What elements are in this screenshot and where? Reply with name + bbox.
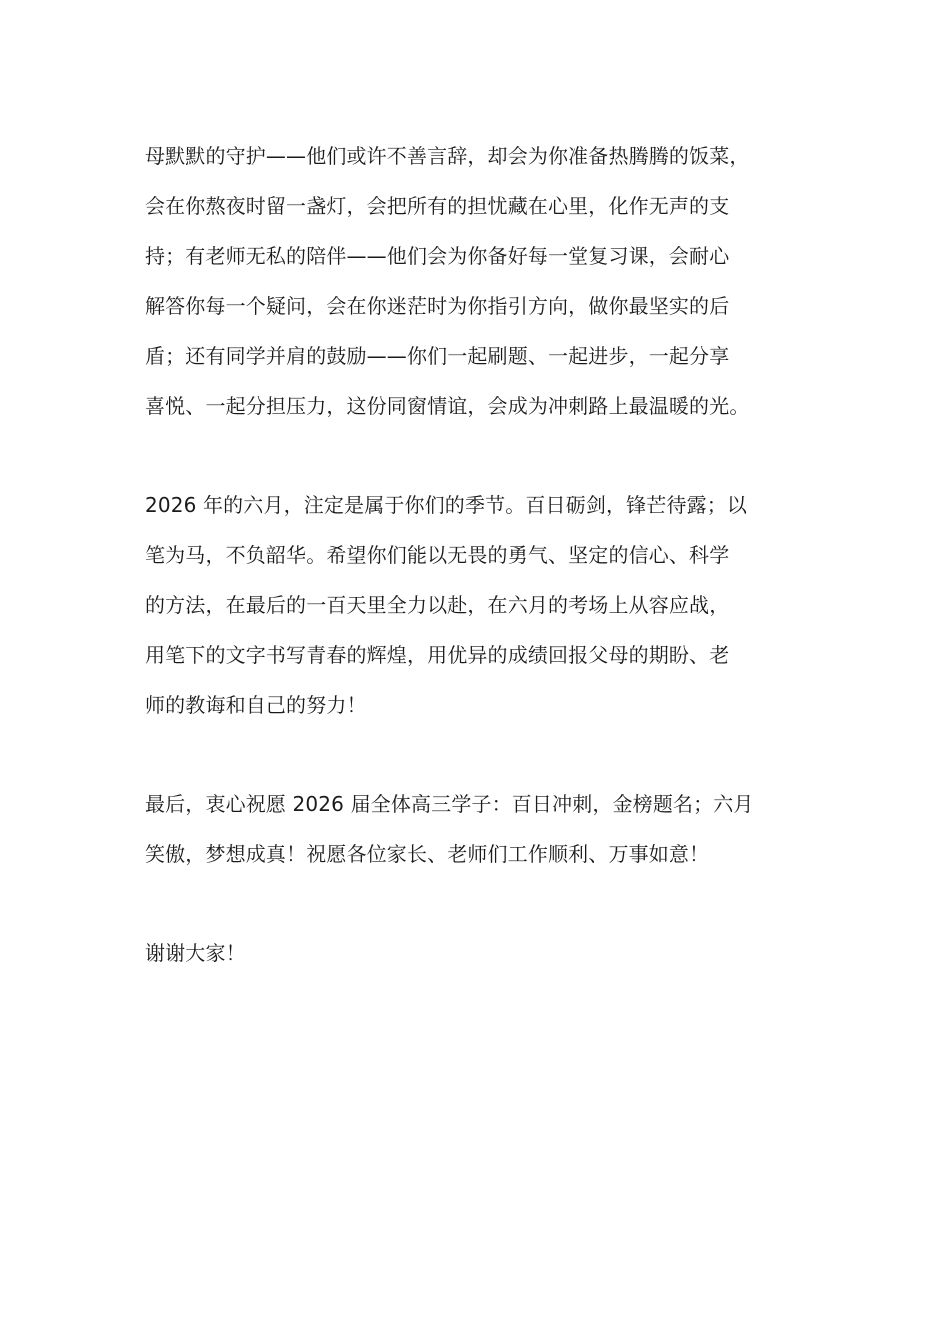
text-line: 笑傲，梦想成真！祝愿各位家长、老师们工作顺利、万事如意！ xyxy=(145,842,710,866)
paragraph-spacer xyxy=(145,879,810,928)
paragraph-spacer xyxy=(145,431,810,480)
text-line: 的方法，在最后的一百天里全力以赴，在六月的考场上从容应战， xyxy=(145,593,730,617)
text-line: 盾；还有同学并肩的鼓励——你们一起刷题、一起进步，一起分享 xyxy=(145,344,730,368)
text-line: 师的教诲和自己的努力！ xyxy=(145,693,367,717)
paragraph-support xyxy=(145,131,810,431)
text-line: 用笔下的文字书写青春的辉煌，用优异的成绩回报父母的期盼、老 xyxy=(145,643,730,667)
text-line: 笔为马，不负韶华。希望你们能以无畏的勇气、坚定的信心、科学 xyxy=(145,543,730,567)
text-line: 会在你熬夜时留一盏灯，会把所有的担忧藏在心里，化作无声的支 xyxy=(145,194,730,218)
paragraph-closing xyxy=(145,928,810,978)
document-body xyxy=(145,131,810,978)
paragraph-wishes xyxy=(145,779,810,879)
text-line: 母默默的守护——他们或许不善言辞，却会为你准备热腾腾的饭菜， xyxy=(145,144,750,168)
paragraph-spacer xyxy=(145,730,810,779)
text-line: 2026 年的六月，注定是属于你们的季节。百日砺剑，锋芒待露；以 xyxy=(145,493,748,517)
text-line: 持；有老师无私的陪伴——他们会为你备好每一堂复习课，会耐心 xyxy=(145,244,730,268)
text-line: 喜悦、一起分担压力，这份同窗情谊，会成为冲刺路上最温暖的光。 xyxy=(145,394,750,418)
text-line: 谢谢大家！ xyxy=(145,941,246,965)
text-line: 解答你每一个疑问，会在你迷茫时为你指引方向，做你最坚实的后 xyxy=(145,294,730,318)
text-line: 最后，衷心祝愿 2026 届全体高三学子：百日冲刺，金榜题名；六月 xyxy=(145,792,754,816)
paragraph-june xyxy=(145,480,810,730)
